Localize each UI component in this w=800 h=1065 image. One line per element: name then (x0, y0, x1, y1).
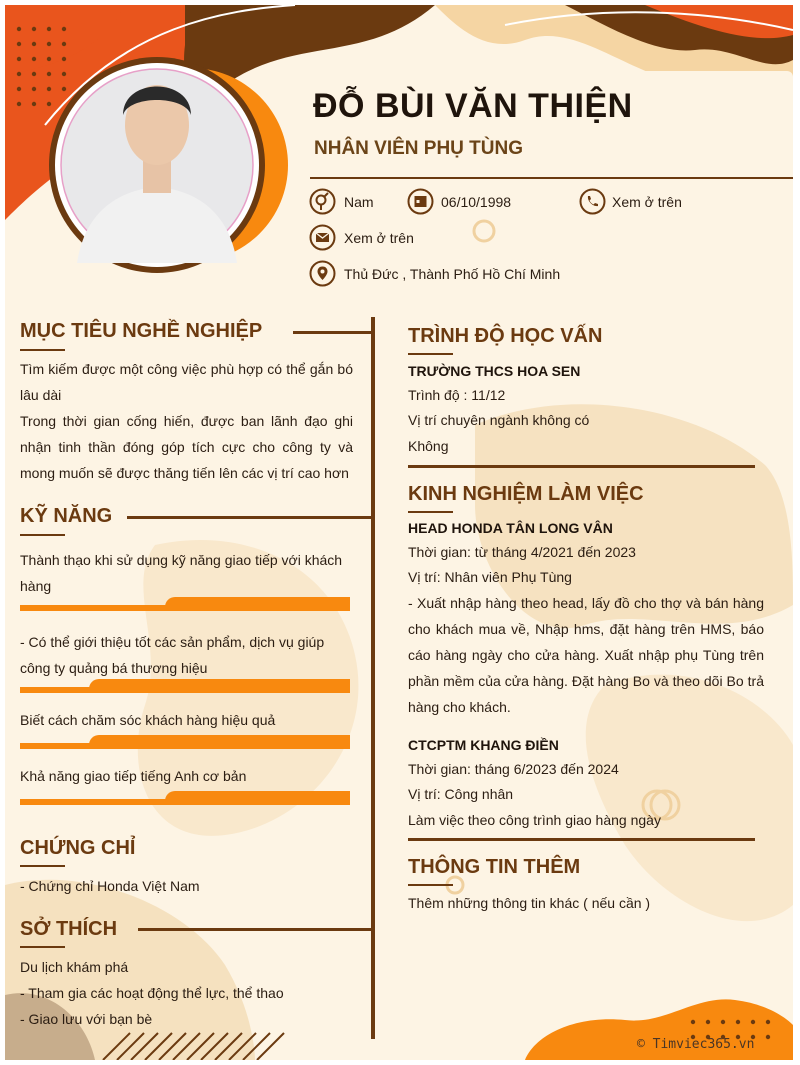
section-education-title: TRÌNH ĐỘ HỌC VẤN (408, 325, 603, 347)
job-2-company: CTCPTM KHANG ĐIỀN (408, 737, 559, 753)
calendar-icon (407, 188, 434, 215)
hobbies-rule (138, 928, 371, 931)
education-major: Vị trí chuyên ngành không có (408, 412, 590, 428)
job-1-position: Vị trí: Nhân viên Phụ Tùng (408, 569, 572, 585)
job-title: NHÂN VIÊN PHỤ TÙNG (314, 138, 524, 159)
skill-name-2: - Có thể giới thiệu tốt các sản phẩm, dịch vụ giúp công ty quảng bá thương hiệu (20, 634, 325, 676)
career-objective-text-1: Tìm kiếm được một công việc phù hợp có thể gắn bó lâu dài (20, 361, 353, 403)
skill-bar-4 (20, 791, 350, 805)
phone-icon (579, 188, 606, 215)
watermark: © Timviec365.vn (637, 1037, 755, 1052)
background-decoration (5, 5, 793, 1060)
education-rule (408, 465, 755, 468)
skill-name-3: Biết cách chăm sóc khách hàng hiệu quả (20, 712, 276, 728)
education-note: Không (408, 438, 449, 454)
skill-name-1: Thành thạo khi sử dụng kỹ năng giao tiếp với khách hàng (20, 552, 343, 594)
job-1-description: - Xuất nhập hàng theo head, lấy đồ cho thợ và bán hàng cho khách mua về, Nhập hms, đặt hàng trên HMS, báo cáo hàng ngày cho cửa hàng. Xuất nhập phụ Tùng trên phần mềm của cửa hàng. Đặt hàng Bo và theo dõi Bo trả hàng cho khách. (408, 595, 764, 715)
section-career-objective-title: MỤC TIÊU NGHỀ NGHIỆP (20, 320, 263, 342)
skills-rule (127, 516, 371, 519)
mail-icon (309, 224, 336, 251)
experience-rule (408, 838, 755, 841)
job-2-description: Làm việc theo công trình giao hàng ngày (408, 812, 661, 828)
skill-name-4: Khả năng giao tiếp tiếng Anh cơ bản (20, 768, 247, 784)
education-underline (408, 353, 453, 355)
phone-value: Xem ở trên (612, 194, 682, 210)
skill-bar-2 (20, 679, 350, 693)
section-additional-info-title: THÔNG TIN THÊM (408, 856, 581, 878)
email-value: Xem ở trên (344, 230, 414, 246)
candidate-name: ĐỖ BÙI VĂN THIỆN (313, 87, 633, 125)
hobbies-underline (20, 946, 65, 948)
hobby-item-3: - Giao lưu với bạn bè (20, 1011, 153, 1027)
hobby-item-2: - Tham gia các hoạt động thể lực, thể thao (20, 985, 284, 1001)
career-objective-rule (293, 331, 371, 334)
additional-info-text: Thêm những thông tin khác ( nếu cần ) (408, 895, 651, 911)
certificate-item-1: - Chứng chỉ Honda Việt Nam (20, 878, 200, 894)
job-2-period: Thời gian: tháng 6/2023 đến 2024 (408, 761, 619, 777)
gender-value: Nam (344, 194, 374, 210)
job-1-period: Thời gian: từ tháng 4/2021 đến 2023 (408, 544, 636, 560)
cv-page (5, 5, 793, 1060)
gender-icon (309, 188, 336, 215)
header-rule (310, 177, 793, 179)
skills-underline (20, 534, 65, 536)
career-objective-text-2: Trong thời gian cống hiến, được ban lãnh đạo ghi nhận tinh thần đóng góp tích cực cho công ty và mong muốn sẽ được thăng tiến lên các vị trí cao hơn (20, 413, 353, 481)
birthdate-value: 06/10/1998 (441, 194, 512, 210)
skill-bar-3 (20, 735, 350, 749)
career-objective-underline (20, 349, 65, 351)
experience-underline (408, 511, 453, 513)
certificates-underline (20, 865, 65, 867)
address-value: Thủ Đức , Thành Phố Hồ Chí Minh (344, 266, 561, 282)
section-hobbies-title: SỞ THÍCH (20, 918, 118, 940)
location-pin-icon (309, 260, 336, 287)
job-1-company: HEAD HONDA TÂN LONG VÂN (408, 520, 613, 536)
section-certificates-title: CHỨNG CHỈ (20, 837, 136, 859)
column-divider (371, 317, 375, 1039)
section-experience-title: KINH NGHIỆM LÀM VIỆC (408, 483, 644, 505)
job-2-position: Vị trí: Công nhân (408, 786, 514, 802)
education-level: Trình độ : 11/12 (408, 387, 506, 403)
skill-bar-1 (20, 597, 350, 611)
school-name: TRƯỜNG THCS HOA SEN (408, 363, 581, 379)
hobby-item-1: Du lịch khám phá (20, 959, 129, 975)
additional-info-underline (408, 884, 453, 886)
section-skills-title: KỸ NĂNG (20, 505, 113, 527)
